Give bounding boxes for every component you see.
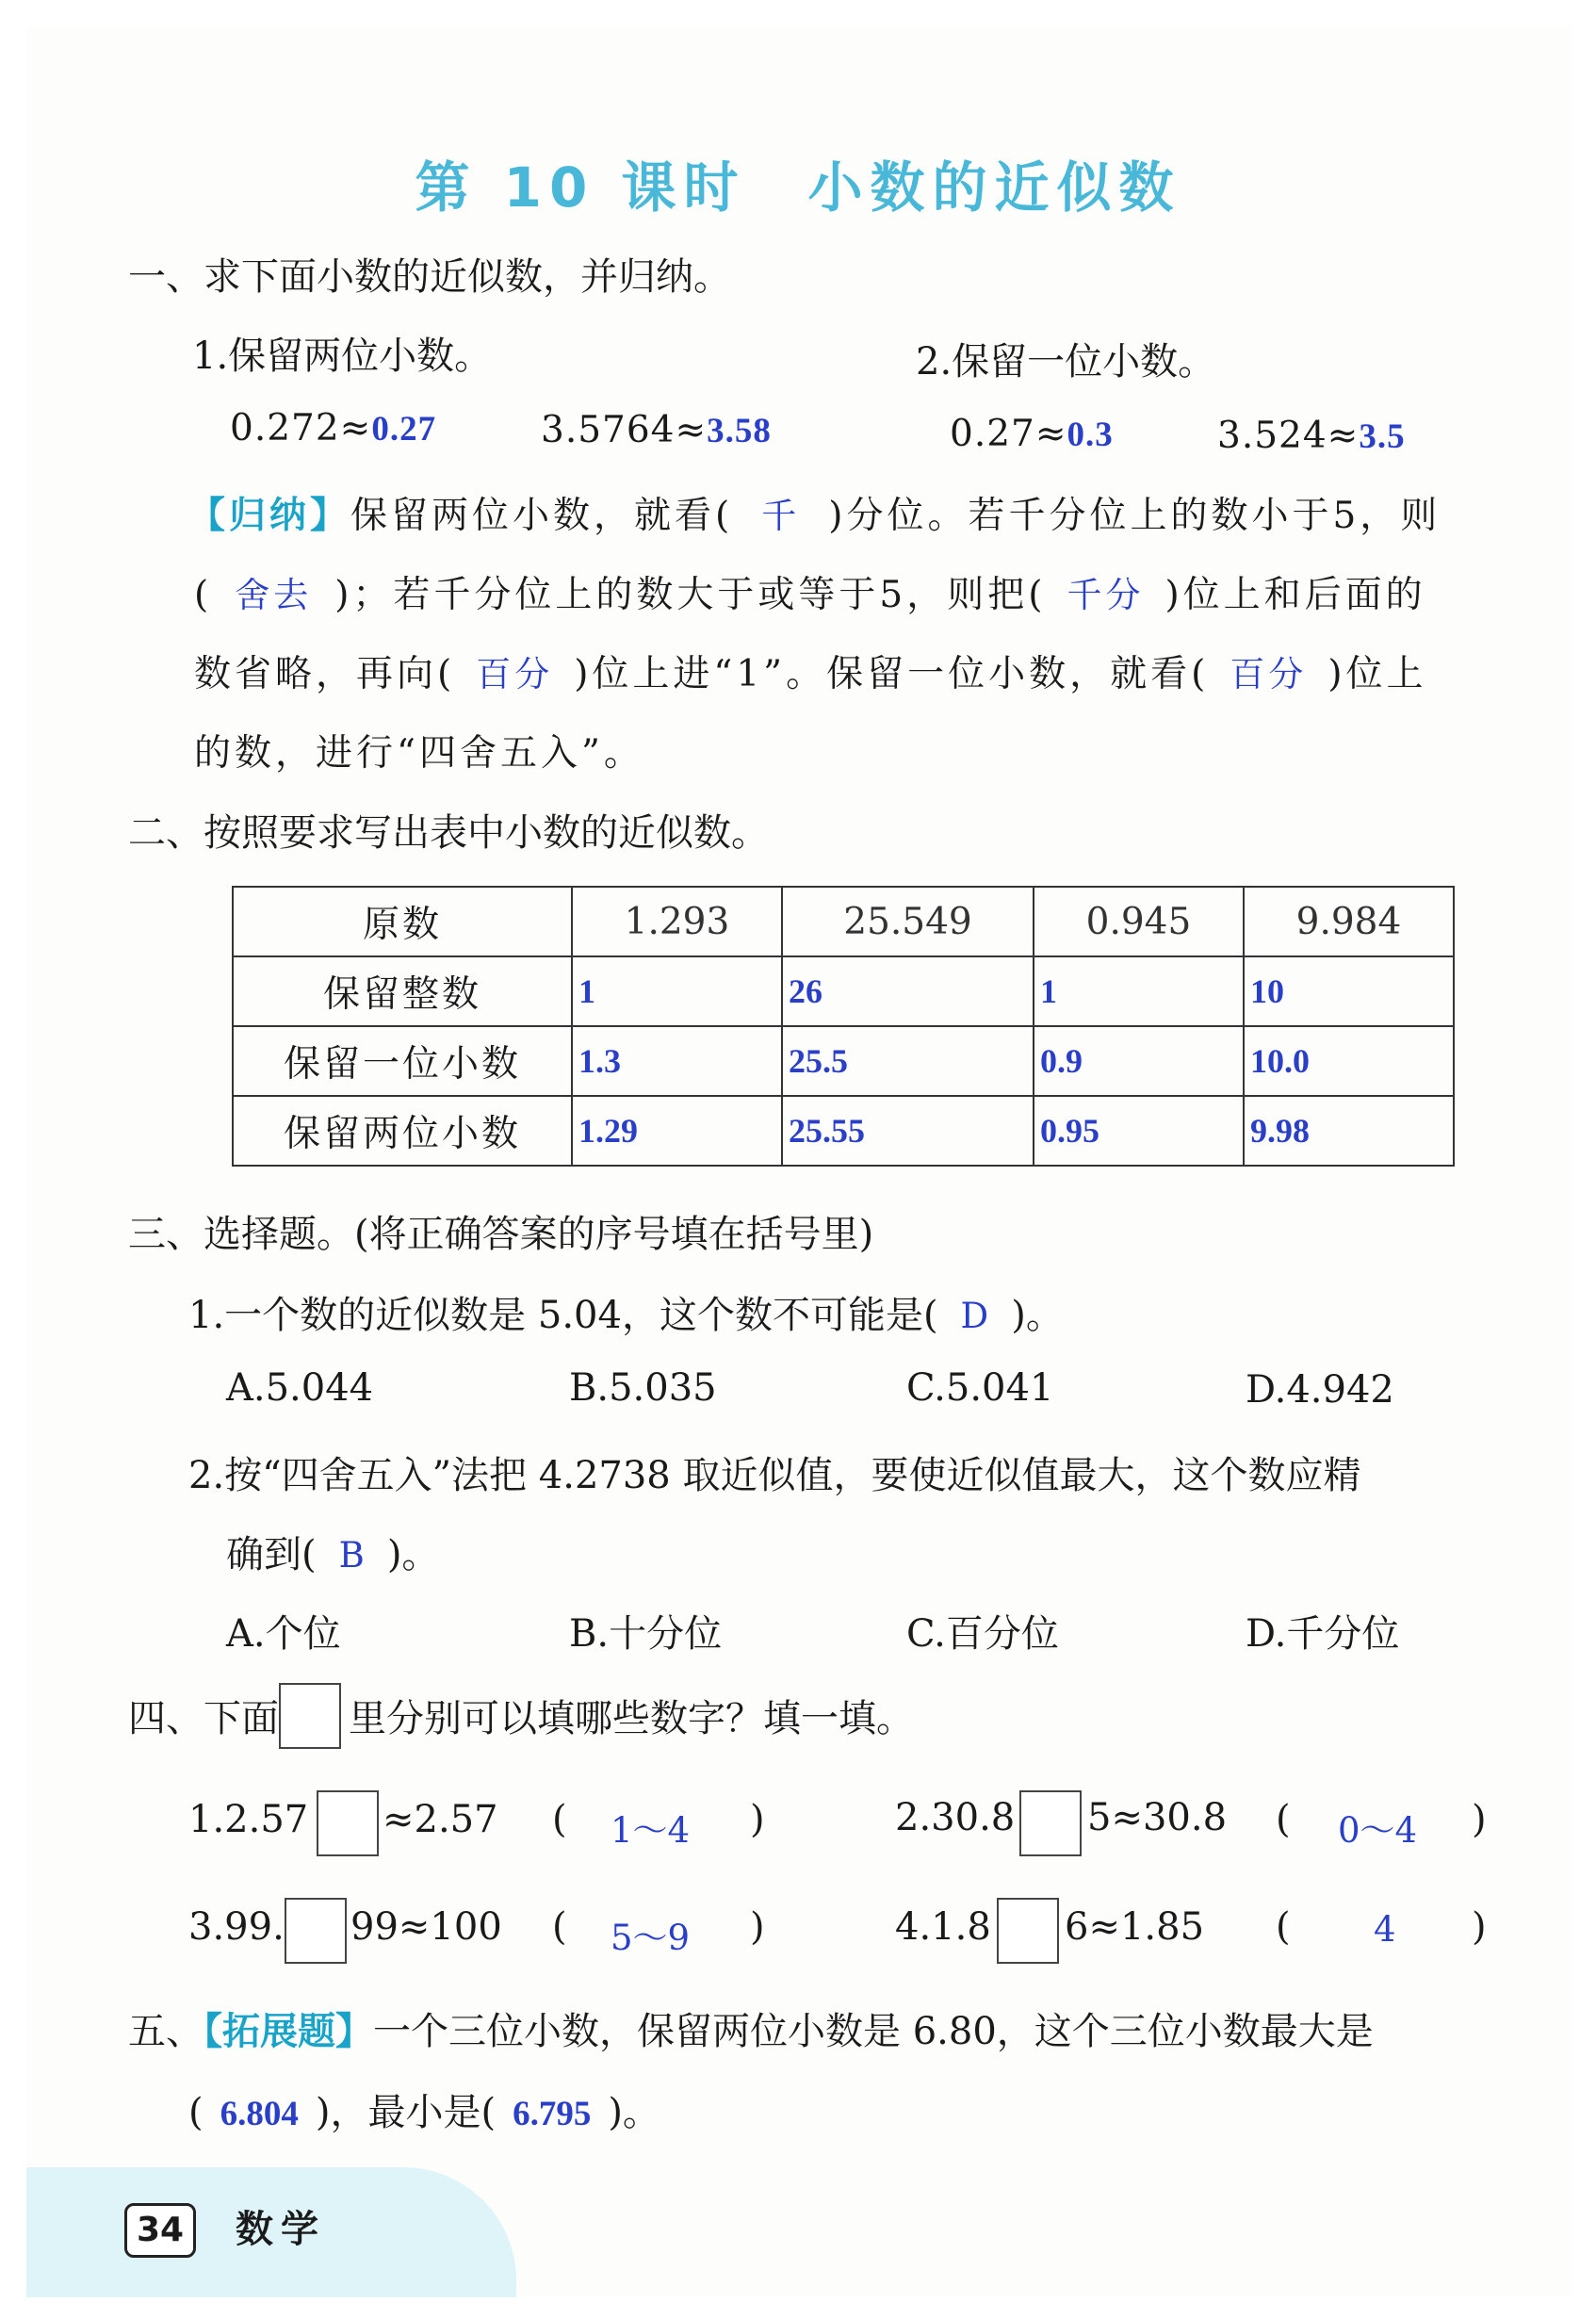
table-header-cell: 原数	[233, 887, 572, 956]
s4-item-1-answer: 1～4	[611, 1810, 691, 1851]
summary-line-1	[188, 486, 1441, 539]
s4-item-3-lp: (	[552, 1905, 567, 1949]
answer-cell: 10	[1244, 956, 1454, 1026]
answer: 3.5	[1359, 417, 1406, 456]
s4-heading-b: 里分别可以填哪些数字？填一填。	[349, 1697, 914, 1740]
row-label: 保留两位小数	[233, 1096, 572, 1166]
blank-box	[1019, 1790, 1082, 1856]
text: 1.一个数的近似数是 5.04，这个数不可能是(	[188, 1294, 938, 1337]
answer-cell: 26	[782, 956, 1034, 1026]
answer: 0.27	[371, 410, 437, 449]
text: )。	[608, 2091, 660, 2134]
table-row	[233, 1096, 1454, 1166]
section-number: 五、	[128, 2010, 204, 2053]
s4-item-2-post: 5≈30.8	[1087, 1796, 1228, 1839]
s1-q1-expr-b	[541, 409, 772, 451]
table-row	[233, 956, 1454, 1026]
section-1-heading: 一、求下面小数的近似数，并归纳。	[128, 255, 731, 299]
s3-q2-option: B.十分位	[569, 1612, 723, 1656]
s4-item-2-lp: (	[1276, 1798, 1291, 1841]
answer: B	[338, 1535, 365, 1576]
table-header-cell: 9.984	[1244, 887, 1454, 956]
answer: 百分	[476, 654, 554, 694]
row-label: 保留整数	[233, 956, 572, 1026]
expression: 3.524≈	[1217, 415, 1360, 457]
s4-item-3-rp: )	[750, 1905, 765, 1949]
s1-q2-label: 2.保留一位小数。	[916, 340, 1216, 384]
section-5-line-2	[188, 2082, 660, 2136]
s3-q2-line-2	[226, 1525, 439, 1578]
text: 保留两位小数，就看(	[350, 495, 734, 537]
blank-box	[317, 1790, 379, 1856]
s4-item-1-post: ≈2.57	[383, 1798, 498, 1841]
section-3-heading: 三、选择题。(将正确答案的序号填在括号里)	[128, 1213, 874, 1256]
s3-q1-option: B.5.035	[569, 1366, 717, 1410]
section-5-line-1	[128, 2001, 1374, 2055]
s3-q1-option: D.4.942	[1246, 1368, 1394, 1412]
page-number: 34	[124, 2203, 196, 2258]
answer: 3.58	[707, 412, 772, 450]
s4-item-1-rp: )	[750, 1798, 765, 1841]
text: )位上	[1327, 653, 1427, 695]
answer: 千分	[1067, 575, 1145, 615]
expression: 0.272≈	[230, 407, 372, 449]
s4-heading-a: 四、下面	[128, 1697, 279, 1740]
s4-item-4-pre: 4.1.8	[895, 1905, 991, 1949]
table-header-cell: 0.945	[1034, 887, 1244, 956]
s1-q1-expr-a	[230, 407, 436, 449]
expression: 0.27≈	[950, 413, 1067, 455]
blank-box	[997, 1898, 1059, 1964]
table-header-row	[233, 887, 1454, 956]
text: )；若千分位上的数大于或等于5，则把(	[334, 574, 1047, 616]
table-row	[233, 1026, 1454, 1096]
answer-cell: 25.55	[782, 1096, 1034, 1166]
s1-q2-expr-a	[950, 413, 1114, 455]
answer: 0.3	[1067, 416, 1114, 454]
text: 确到(	[226, 1533, 317, 1576]
answer: 舍去	[235, 575, 313, 615]
answer: 6.795	[513, 2095, 592, 2133]
s3-q2-line-1: 2.按“四舍五入”法把 4.2738 取近似值，要使近似值最大，这个数应精	[188, 1454, 1361, 1497]
table-header-cell: 1.293	[572, 887, 782, 956]
text: )位上进“1”。保留一位小数，就看(	[574, 653, 1210, 695]
text: )，最小是(	[315, 2091, 497, 2134]
summary-line-2	[194, 565, 1426, 618]
text: )位上和后面的	[1164, 574, 1426, 616]
answer: 百分	[1230, 654, 1308, 694]
s3-q2-option: D.千分位	[1246, 1612, 1400, 1656]
blank-box	[285, 1898, 347, 1964]
answer-cell: 25.5	[782, 1026, 1034, 1096]
s4-item-1-pre: 1.2.57	[188, 1798, 309, 1841]
text: (	[194, 574, 213, 616]
section-2-heading: 二、按照要求写出表中小数的近似数。	[128, 811, 769, 855]
s3-q2-option: C.百分位	[906, 1612, 1059, 1656]
answer-cell: 10.0	[1244, 1026, 1454, 1096]
text: 一个三位小数，保留两位小数是 6.80，这个三位小数最大是	[373, 2010, 1374, 2053]
s4-item-1-lp: (	[552, 1798, 567, 1841]
answer: 千	[761, 496, 801, 536]
extension-tag-text: 拓展题	[222, 2009, 335, 2053]
answer-cell: 9.98	[1244, 1096, 1454, 1166]
extension-tag: 【拓展题】	[204, 2009, 373, 2053]
text: )。	[1011, 1294, 1064, 1337]
summary-tag-text: 归纳	[229, 494, 311, 537]
s3-q1	[188, 1285, 1064, 1339]
text: )。	[386, 1533, 440, 1576]
text: )分位。若千分位上的数小于5，则	[828, 495, 1441, 537]
s1-q2-expr-b	[1217, 415, 1406, 457]
s4-item-3-pre: 3.99.	[188, 1905, 285, 1949]
subject-label: 数学	[236, 2208, 326, 2251]
s4-item-2-rp: )	[1472, 1798, 1487, 1841]
blank-box	[279, 1683, 341, 1749]
summary-tag: 【归纳】	[188, 494, 351, 537]
s4-item-4-lp: (	[1276, 1905, 1291, 1949]
answer-cell: 1.29	[572, 1096, 782, 1166]
s3-q1-option: C.5.041	[906, 1366, 1054, 1410]
expression: 3.5764≈	[541, 409, 708, 451]
s4-item-3-post: 99≈100	[350, 1905, 502, 1949]
table-header-cell: 25.549	[782, 887, 1034, 956]
text: 数省略，再向(	[194, 653, 456, 695]
answer-cell: 1.3	[572, 1026, 782, 1096]
s4-item-2-answer: 0～4	[1338, 1810, 1418, 1851]
summary-line-4: 的数，进行“四舍五入”。	[194, 732, 644, 775]
approximation-table	[232, 886, 1455, 1167]
answer-cell: 0.9	[1034, 1026, 1244, 1096]
row-label: 保留一位小数	[233, 1026, 572, 1096]
page-title: 第 10 课时 小数的近似数	[415, 155, 1181, 220]
text: (	[188, 2091, 204, 2134]
answer-cell: 0.95	[1034, 1096, 1244, 1166]
summary-line-3	[194, 645, 1427, 697]
s4-item-2-pre: 2.30.8	[895, 1796, 1016, 1839]
s1-q1-label: 1.保留两位小数。	[192, 335, 493, 378]
s3-q1-option: A.5.044	[226, 1366, 374, 1410]
s4-item-4-answer: 4	[1374, 1909, 1396, 1950]
answer-cell: 1	[1034, 956, 1244, 1026]
s4-item-4-rp: )	[1472, 1905, 1487, 1949]
answer-cell: 1	[572, 956, 782, 1026]
s3-q2-option: A.个位	[226, 1612, 341, 1656]
answer: 6.804	[220, 2095, 299, 2133]
s4-item-4-post: 6≈1.85	[1065, 1905, 1205, 1949]
s4-item-3-answer: 5～9	[611, 1918, 691, 1958]
answer: D	[960, 1296, 989, 1336]
